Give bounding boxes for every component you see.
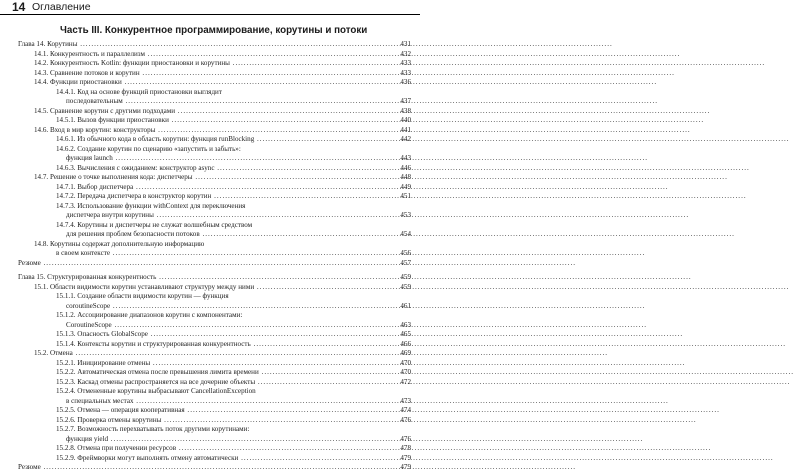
part-title: Часть III. Конкурентное программирование, корутины и потоки <box>60 25 368 36</box>
toc-entry-title: последовательным ..... <box>66 97 356 107</box>
running-header <box>0 0 420 14</box>
toc-entry-title: 15.2.3. Каскад отмены распространяется на все дочерние объекты ..... <box>56 378 356 388</box>
toc-page-number: 465 <box>400 330 411 338</box>
toc-entry-title: 14.7.1. Выбор диспетчера ..... <box>56 183 356 193</box>
toc-entry-title: 14.2. Конкурентность Kotlin: функции приостановки и корутины ..... <box>34 59 356 69</box>
page-number: 14 <box>12 0 26 14</box>
toc-entry-title: 15.1.3. Опасность GlobalScope ..... <box>56 330 356 340</box>
toc-entry-title: Глава 14. Корутины ..... <box>18 40 356 50</box>
toc-page-number: 457 <box>400 258 411 267</box>
toc-entry-title: 14.1. Конкурентность и параллелизм ..... <box>34 50 356 60</box>
toc-page-number: 431 <box>400 40 411 48</box>
toc-entry-title: 15.1.2. Ассоциирование диапазонов корутин с компонентами: <box>56 311 243 319</box>
toc-page-number: 476 <box>400 415 411 424</box>
toc-page-number: 470 <box>400 358 411 367</box>
toc-page-number: 472 <box>400 377 411 386</box>
toc-entry-title: 15.1. Области видимости корутин устанавливают структуру между ними ..... <box>34 283 356 293</box>
toc-entry-title: функция launch ..... <box>66 154 356 164</box>
toc-entry-title: 14.6.1. Из обычного кода в область корутин: функция runBlocking ..... <box>56 135 356 145</box>
toc-entry-title: CoroutineScope ..... <box>66 321 356 331</box>
toc-entry-title: 14.7. Решение о точке выполнения кода: диспетчеры ..... <box>34 173 356 183</box>
toc-page-number: 473 <box>400 396 411 405</box>
toc-entry-title: в специальных местах ..... <box>66 397 356 407</box>
toc-page-number: 470 <box>400 368 411 376</box>
toc-page-number: 436 <box>400 78 411 86</box>
toc-page-number: 440 <box>400 116 411 124</box>
running-header-title: Оглавление <box>32 1 91 13</box>
toc-page-number: 451 <box>400 192 411 200</box>
toc-page-number: 459 <box>400 282 411 291</box>
toc-entry-title: Резюме ..... <box>18 259 356 269</box>
toc-entry-title: 14.7.4. Корутины и диспетчеры не служат волшебным средством <box>56 220 253 229</box>
toc-entry-title: 15.2.8. Отмена при получении ресурсов ..... <box>56 444 356 454</box>
toc-entry-title: Глава 15. Структурированная конкурентность ..... <box>18 273 356 283</box>
toc-entry-title: 15.2.4. Отмененные корутины выбрасывают CancellationException <box>56 387 256 395</box>
toc-entry-title: 14.6.2. Создание корутин по сценарию «запустить и забыть»: <box>56 144 241 153</box>
table-of-contents <box>0 40 420 471</box>
header-rule <box>0 14 420 15</box>
toc-page-number: 459 <box>400 273 411 281</box>
toc-page-number: 446 <box>400 163 411 172</box>
toc-entry-title: 14.8. Корутины содержат дополнительную информацию <box>34 239 205 248</box>
toc-entry-title: coroutineScope ..... <box>66 302 356 312</box>
toc-page-number: 456 <box>400 249 411 257</box>
toc-page-number: 474 <box>400 406 411 414</box>
toc-page-number: 479 <box>400 463 411 471</box>
toc-entry-title: 15.2.1. Инициирование отмены ..... <box>56 359 356 369</box>
toc-page-number: 448 <box>400 173 411 181</box>
toc-page-number: 433 <box>400 68 411 77</box>
toc-entry-title: 14.5. Сравнение корутин с другими подходами ..... <box>34 107 356 117</box>
toc-page-number: 469 <box>400 349 411 357</box>
toc-entry-title: 15.2. Отмена ..... <box>34 349 356 359</box>
toc-page-number: 463 <box>400 320 411 329</box>
toc-page-number: 438 <box>400 106 411 115</box>
toc-page-number: 454 <box>400 230 411 238</box>
toc-entry-title: 14.6. Вход в мир корутин: конструкторы ..... <box>34 126 356 136</box>
toc-entry-title: 15.2.2. Автоматическая отмена после превышения лимита времени ..... <box>56 368 356 378</box>
toc-entry-title: функция yield ..... <box>66 435 356 445</box>
toc-entry-title: 14.5.1. Вызов функции приостановки ..... <box>56 116 356 126</box>
toc-entry-title: 14.6.3. Вычисления с ожиданием: конструктор async ..... <box>56 164 356 174</box>
toc-page-number: 433 <box>400 59 411 67</box>
toc-entry-title: 14.7.2. Передача диспетчера в конструктор корутин ..... <box>56 192 356 202</box>
toc-entry-title: для решения проблем безопасности потоков ..... <box>66 230 356 240</box>
toc-entry-title: 15.1.1. Создание области видимости корутин — функция <box>56 292 229 300</box>
toc-entry-title: 14.7.3. Использование функции withContext для переключения <box>56 201 246 210</box>
toc-page-number: 442 <box>400 135 411 143</box>
toc-page-number: 478 <box>400 444 411 452</box>
toc-entry-title: 15.2.5. Отмена — операция кооперативная ..... <box>56 406 356 416</box>
toc-page-number: 449 <box>400 182 411 191</box>
toc-entry-title: Резюме ..... <box>18 463 356 473</box>
toc-page-number: 443 <box>400 154 411 162</box>
toc-page-number: 432 <box>400 49 411 58</box>
toc-entry-title: 14.4. Функции приостановки ..... <box>34 78 356 88</box>
toc-page-number: 453 <box>400 211 411 219</box>
toc-entry-title: 14.3. Сравнение потоков и корутин ..... <box>34 69 356 79</box>
toc-entry-title: диспетчера внутри корутины ..... <box>66 211 356 221</box>
toc-entry-title: 15.2.7. Возможность перехватывать поток другими корутинами: <box>56 425 250 433</box>
toc-page-number: 441 <box>400 125 411 134</box>
toc-entry-title: 15.2.9. Фреймворки могут выполнять отмену автоматически ..... <box>56 454 356 464</box>
toc-entry-title: 14.4.1. Код на основе функций приостановки выглядит <box>56 87 222 96</box>
toc-page-number: 461 <box>400 301 411 310</box>
toc-page-number: 437 <box>400 97 411 105</box>
toc-page-number: 476 <box>400 434 411 443</box>
toc-page-number: 479 <box>400 453 411 462</box>
toc-entry-title: 15.1.4. Контексты корутин и структурированная конкурентность ..... <box>56 340 356 350</box>
toc-entry-title: 15.2.6. Проверка отмены корутины ..... <box>56 416 356 426</box>
toc-entry-title: в своем контексте ..... <box>56 249 356 259</box>
toc-page-number: 466 <box>400 339 411 348</box>
